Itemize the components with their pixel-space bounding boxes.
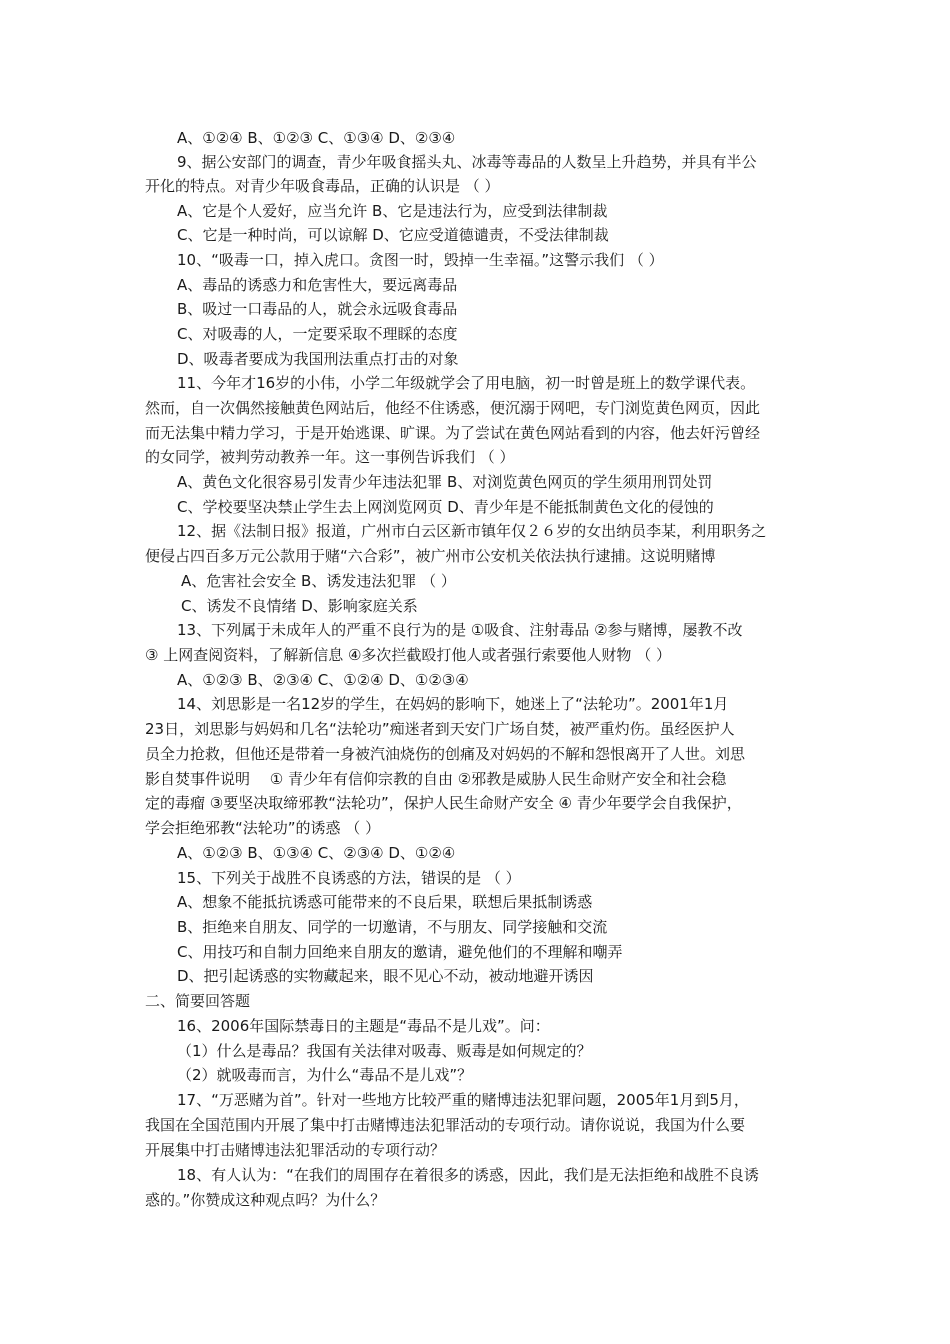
q16-sub-2: （2）就吸毒而言，为什么“毒品不是儿戏”？ bbox=[177, 1066, 473, 1084]
question-11-cont-2: 而无法集中精力学习，于是开始逃课、旷课。为了尝试在黄色网站看到的内容，他去奸污曾经 bbox=[145, 424, 761, 442]
q15-option-d: D、把引起诱惑的实物藏起来，眼不见心不动，被动地避开诱因 bbox=[177, 967, 594, 985]
q15-option-c: C、用技巧和自制力回绝来自朋友的邀请，避免他们的不理解和嘲弄 bbox=[177, 943, 623, 961]
question-12: 12、据《法制日报》报道，广州市白云区新市镇年仅２６岁的女出纳员李某，利用职务之 bbox=[177, 522, 767, 540]
answer-options-q8: A、①②④ B、①②③ C、①③④ D、②③④ bbox=[177, 129, 456, 147]
question-14-cont-2: 员全力抢救，但他还是带着一身被汽油烧伤的创痛及对妈妈的不解和怨恨离开了人世。刘思 bbox=[145, 745, 746, 763]
question-11-cont-3: 的女同学，被判劳动教养一年。这一事例告诉我们 （ ） bbox=[145, 448, 515, 466]
q15-option-a: A、想象不能抵抗诱惑可能带来的不良后果，联想后果抵制诱惑 bbox=[177, 893, 593, 911]
question-18-cont: 惑的。”你赞成这种观点吗？为什么？ bbox=[145, 1191, 386, 1209]
q13-options: A、①②③ B、②③④ C、①②④ D、①②③④ bbox=[177, 671, 469, 689]
q15-option-b: B、拒绝来自朋友、同学的一切邀请，不与朋友、同学接触和交流 bbox=[177, 918, 608, 936]
q9-options-ab: A、它是个人爱好，应当允许 B、它是违法行为，应受到法律制裁 bbox=[177, 202, 608, 220]
question-9-cont: 开化的特点。对青少年吸食毒品，正确的认识是 （ ） bbox=[145, 177, 500, 195]
question-17-cont-1: 我国在全国范围内开展了集中打击赌博违法犯罪活动的专项行动。请你说说，我国为什么要 bbox=[145, 1116, 746, 1134]
q11-options-cd: C、学校要坚决禁止学生去上网浏览网页 D、青少年是不能抵制黄色文化的侵蚀的 bbox=[177, 498, 714, 516]
question-17-cont-2: 开展集中打击赌博违法犯罪活动的专项行动？ bbox=[145, 1141, 446, 1159]
question-14-cont-5: 学会拒绝邪教“法轮功”的诱惑 （ ） bbox=[145, 819, 381, 837]
question-9: 9、据公安部门的调查，青少年吸食摇头丸、冰毒等毒品的人数呈上升趋势，并具有半公 bbox=[177, 153, 757, 171]
question-14-cont-4: 定的毒瘤 ③要坚决取缔邪教“法轮功”，保护人民生命财产安全 ④ 青少年要学会自我保护， bbox=[145, 794, 742, 812]
q9-options-cd: C、它是一种时尚，可以谅解 D、它应受道德谴责，不受法律制裁 bbox=[177, 226, 609, 244]
question-10: 10、“吸毒一口，掉入虎口。贪图一时，毁掉一生幸福。”这警示我们 （ ） bbox=[177, 251, 664, 269]
q12-options-cd: C、诱发不良情绪 D、影响家庭关系 bbox=[181, 597, 418, 615]
question-11: 11、今年才16岁的小伟，小学二年级就学会了用电脑，初一时曾是班上的数学课代表。 bbox=[177, 374, 756, 392]
q11-options-ab: A、黄色文化很容易引发青少年违法犯罪 B、对浏览黄色网页的学生须用刑罚处罚 bbox=[177, 473, 713, 491]
question-12-cont: 便侵占四百多万元公款用于赌“六合彩”，被广州市公安机关依法执行逮捕。这说明赌博 bbox=[145, 547, 716, 565]
question-15: 15、下列关于战胜不良诱惑的方法，错误的是 （ ） bbox=[177, 869, 521, 887]
question-13-cont: ③ 上网查阅资料，了解新信息 ④多次拦截殴打他人或者强行索要他人财物 （ ） bbox=[145, 646, 671, 664]
q10-option-c: C、对吸毒的人，一定要采取不理睬的态度 bbox=[177, 325, 458, 343]
question-14-cont-1: 23日，刘思影与妈妈和几名“法轮功”痴迷者到天安门广场自焚，被严重灼伤。虽经医护人 bbox=[145, 720, 735, 738]
question-17: 17、“万恶赌为首”。针对一些地方比较严重的赌博违法犯罪问题，2005年1月到5月， bbox=[177, 1091, 749, 1109]
q16-sub-1: （1）什么是毒品？我国有关法律对吸毒、贩毒是如何规定的？ bbox=[177, 1042, 592, 1060]
q10-option-b: B、吸过一口毒品的人，就会永远吸食毒品 bbox=[177, 300, 458, 318]
section-heading-2: 二、简要回答题 bbox=[145, 992, 251, 1010]
q14-options: A、①②③ B、①③④ C、②③④ D、①②④ bbox=[177, 844, 456, 862]
q10-option-a: A、毒品的诱惑力和危害性大，要远离毒品 bbox=[177, 276, 458, 294]
q12-options-ab: A、危害社会安全 B、诱发违法犯罪 （ ） bbox=[181, 572, 456, 590]
question-18: 18、有人认为：“在我们的周围存在着很多的诱惑，因此，我们是无法拒绝和战胜不良诱 bbox=[177, 1166, 759, 1184]
question-13: 13、下列属于未成年人的严重不良行为的是 ①吸食、注射毒品 ②参与赌博，屡教不改 bbox=[177, 621, 743, 639]
question-11-cont-1: 然而，自一次偶然接触黄色网站后，他经不住诱惑，便沉溺于网吧，专门浏览黄色网页，因此 bbox=[145, 399, 761, 417]
question-16: 16、2006年国际禁毒日的主题是“毒品不是儿戏”。问： bbox=[177, 1017, 550, 1035]
question-14: 14、刘思影是一名12岁的学生，在妈妈的影响下，她迷上了“法轮功”。2001年1月 bbox=[177, 695, 729, 713]
q10-option-d: D、吸毒者要成为我国刑法重点打击的对象 bbox=[177, 350, 459, 368]
question-14-cont-3: 影自焚事件说明 ① 青少年有信仰宗教的自由 ②邪教是威胁人民生命财产安全和社会稳 bbox=[145, 770, 727, 788]
